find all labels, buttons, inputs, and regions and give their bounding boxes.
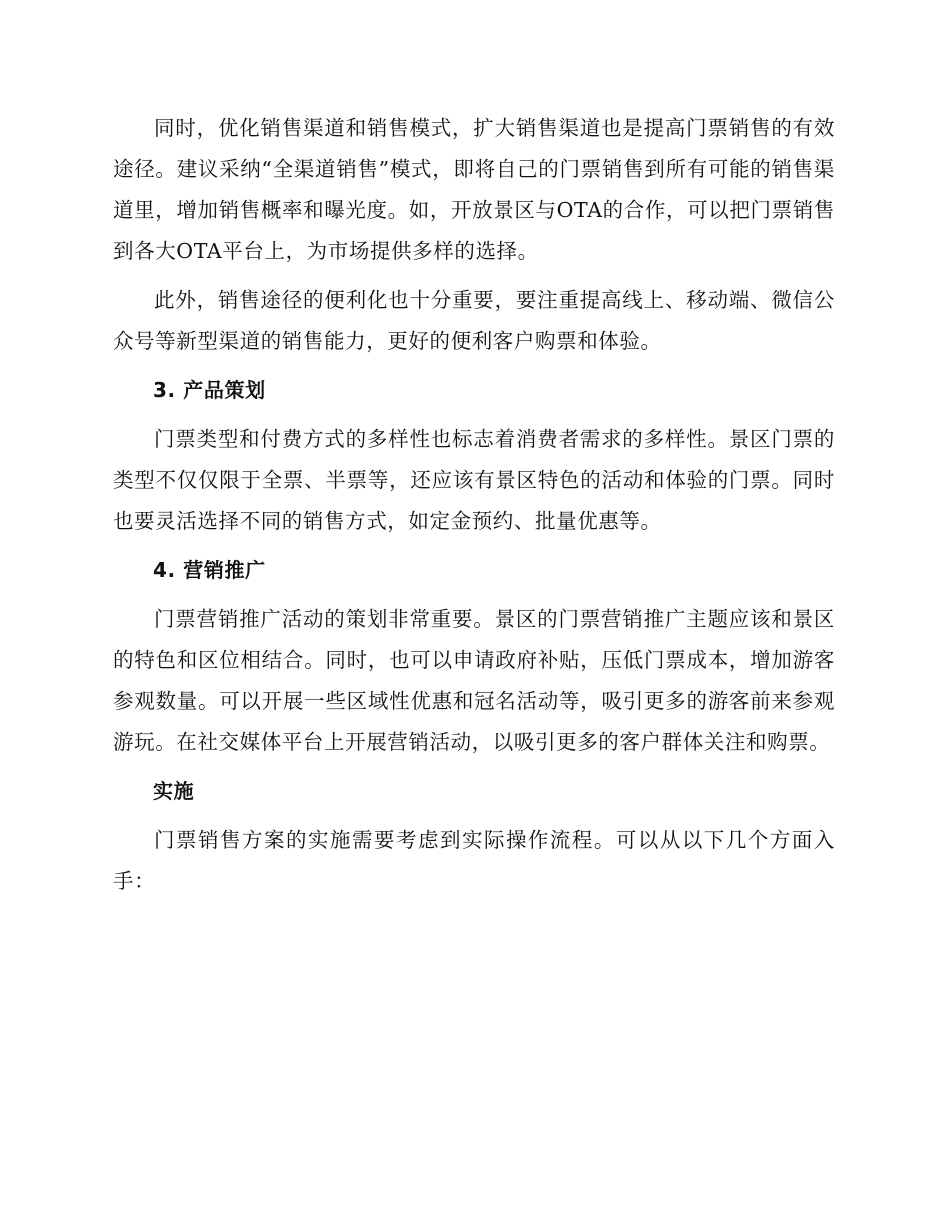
document-body [113,108,835,910]
paragraph-implementation: 门票销售方案的实施需要考虑到实际操作流程。可以从以下几个方面入手： [113,828,835,893]
paragraph-product-planning: 门票类型和付费方式的多样性也标志着消费者需求的多样性。景区门票的类型不仅仅限于全票、半票等，还应该有景区特色的活动和体验的门票。同时也要灵活选择不同的销售方式，如定金预约、批量优惠等。 [113,427,835,533]
paragraph-marketing-promotion: 门票营销推广活动的策划非常重要。景区的门票营销推广主题应该和景区的特色和区位相结合。同时，也可以申请政府补贴，压低门票成本，增加游客参观数量。可以开展一些区域性优惠和冠名活动等，吸引更多的游客前来参观游玩。在社交媒体平台上开展营销活动，以吸引更多的客户群体关注和购票。 [113,607,835,754]
paragraph-sales-channels: 同时，优化销售渠道和销售模式，扩大销售渠道也是提高门票销售的有效途径。建议采纳“全渠道销售”模式，即将自己的门票销售到所有可能的销售渠道里，增加销售概率和曝光度。如，开放景区与OTA的合作，可以把门票销售到各大OTA平台上，为市场提供多样的选择。 [113,116,835,263]
paragraph-convenience: 此外，销售途径的便利化也十分重要，要注重提高线上、移动端、微信公众号等新型渠道的销售能力，更好的便利客户购票和体验。 [113,288,835,353]
heading-marketing-promotion: 4. 营销推广 [153,558,266,582]
heading-implementation: 实施 [153,779,195,803]
heading-product-planning: 3. 产品策划 [153,378,266,402]
